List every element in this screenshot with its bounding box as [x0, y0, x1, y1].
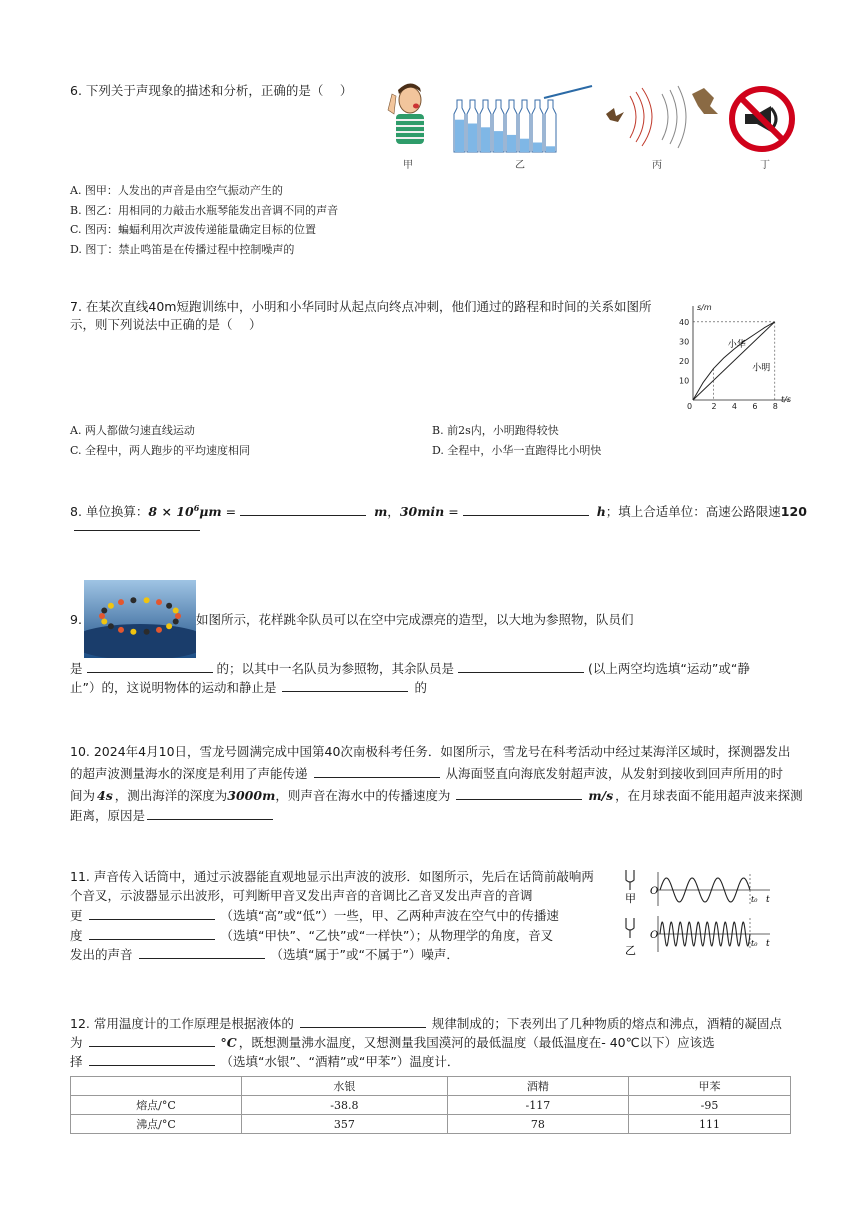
q12-blank-1[interactable]	[300, 1013, 426, 1028]
q10-l2a: 的超声波测量海水的深度是利用了声能传递	[70, 766, 308, 781]
q10-blank-3[interactable]	[147, 805, 273, 820]
table-header-row	[71, 1077, 791, 1096]
q8-blank-2[interactable]	[463, 501, 589, 516]
fig-label-yi: 乙	[625, 944, 636, 957]
table-row	[71, 1096, 791, 1115]
table-cell: 111	[628, 1115, 790, 1134]
q8-expr2: 30min	[399, 504, 445, 520]
q9-blank-3[interactable]	[282, 677, 408, 692]
skydiver-figure	[166, 603, 172, 609]
q9-l3a: 止”）的，这说明物体的运动和静止是	[70, 680, 277, 695]
q10-l3e: ，在月球表面不能用超声波来探测	[615, 788, 803, 803]
table-header-cell	[71, 1077, 242, 1096]
q8-expr1: 8 × 10	[148, 504, 194, 520]
q8-comma: ，	[387, 504, 400, 520]
q11-blank-2[interactable]	[89, 925, 215, 940]
q12-blank-2[interactable]	[89, 1032, 215, 1047]
table-header-cell: 酒精	[447, 1077, 628, 1096]
q10-l3c: ，则声音在海水中的传播速度为	[275, 788, 451, 803]
q9-line3	[70, 677, 427, 699]
q9-l2c: (以上两空均选填“运动”或“静	[588, 661, 750, 676]
q12-l2a: 为	[70, 1035, 83, 1050]
q12-l2b: ，既想测量沸水温度，又想测量我国漠河的最低温度（最低温度在- 40℃以下）应该选	[238, 1035, 715, 1050]
q9-line1: 如图所示，花样跳伞队员可以在空中完成漂亮的造型，以大地为参照物，队员们	[196, 612, 634, 627]
y-tick-label: 30	[679, 337, 690, 347]
q8-exp1: 6	[193, 503, 200, 513]
caption-jia: 甲	[403, 160, 413, 171]
distance-time-chart	[675, 296, 800, 414]
tuning-fork-jia-icon	[626, 870, 634, 890]
skydiver-figure	[118, 599, 124, 605]
q9-blank-1[interactable]	[87, 658, 213, 673]
x-tick-label: 4	[731, 402, 737, 411]
q9-num: 9.	[70, 612, 82, 627]
q8-eq1: =	[221, 504, 241, 520]
caption-ding: 丁	[760, 160, 770, 171]
q12-line3	[70, 1051, 459, 1073]
bottom-origin-label: O	[650, 930, 659, 941]
q8-unit2: m	[374, 504, 388, 520]
q7-option-b: B. 前2s内，小明跑得较快	[432, 424, 559, 437]
table-cell: 沸点/°C	[71, 1115, 242, 1134]
skydiver-figure	[175, 613, 181, 619]
top-t0-label: t₀	[751, 895, 758, 904]
q12-line1b: 规律制成的；下表列出了几种物质的熔点和沸点，酒精的凝固点	[431, 1016, 782, 1031]
skydiver-figure	[173, 608, 179, 614]
q11-line2: 个音叉，示波器显示出波形，可判断甲音叉发出声音的音调比乙音叉发出声音的音调	[70, 888, 533, 903]
skydiver-figure	[130, 597, 136, 603]
bottle-icon	[545, 100, 556, 152]
y-tick-label: 40	[679, 317, 690, 327]
q11-l3b: （选填“高”或“低”）一些，甲、乙两种声波在空气中的传播速	[220, 908, 559, 923]
q11-line5	[70, 944, 459, 966]
q10-line2	[70, 763, 783, 785]
bottom-t0-label: t₀	[751, 939, 758, 948]
x-tick-label: 6	[752, 402, 758, 411]
x-tick-label: 2	[711, 402, 717, 411]
q8-prefix: 8. 单位换算：	[70, 504, 149, 520]
q11-l3a: 更	[70, 908, 83, 923]
skydiver-figure	[144, 597, 150, 603]
table-header-cell: 甲苯	[628, 1077, 790, 1096]
q11-l4b: （选填“甲快”、“乙快”或“一样快”）；从物理学的角度，音叉	[220, 928, 554, 943]
q10-unit: m/s	[588, 788, 614, 803]
skydiver-figure	[130, 629, 136, 635]
oscilloscope-waveforms-figure	[620, 866, 780, 960]
bottle-water	[520, 139, 529, 152]
q8-blank-1[interactable]	[240, 501, 366, 516]
q7-option-a: A. 两人都做匀速直线运动	[70, 424, 195, 437]
q10-line1: 10. 2024年4月10日，雪龙号圆满完成中国第40次南极科考任务．如图所示，雪龙号在科考活动中经过某海洋区域时，探测器发出	[70, 744, 791, 759]
y-tick-label: 10	[679, 376, 690, 386]
q8-suffix: ；填上合适单位：高速公路限速	[605, 504, 781, 520]
q10-line3	[70, 785, 803, 807]
melting-boiling-table	[70, 1076, 791, 1134]
q8-unit1: μm	[199, 504, 222, 520]
q7-stem-line2: 示，则下列说法中正确的是（ ）	[70, 317, 262, 332]
q6-stem: 6. 下列关于声现象的描述和分析，正确的是（ ）	[70, 83, 353, 98]
q11-l5a: 发出的声音	[70, 947, 133, 962]
q12-l3a: 择	[70, 1054, 83, 1069]
bottle-water	[507, 135, 516, 152]
shouting-person-illustration	[382, 80, 438, 152]
q6-option-a: A. 图甲：人发出的声音是由空气振动产生的	[70, 184, 283, 197]
q11-line1: 11. 声音传入话筒中，通过示波器能直观地显示出声波的波形．如图所示，先后在话筒前敲响两	[70, 869, 594, 884]
y-tick-label: 20	[679, 356, 690, 366]
table-header-cell: 水银	[242, 1077, 448, 1096]
q11-line3	[70, 905, 559, 927]
table-cell: 熔点/°C	[71, 1096, 242, 1115]
bottle-water	[494, 131, 503, 152]
table-cell: 78	[447, 1115, 628, 1134]
table-cell: -95	[628, 1096, 790, 1115]
q7-stem-line1: 7. 在某次直线40m短跑训练中，小明和小华同时从起点向终点冲刺，他们通过的路程和时间的关系如图所	[70, 299, 652, 314]
bat-echolocation-illustration	[600, 84, 720, 150]
no-horn-sign-icon	[727, 84, 797, 154]
q10-depth: 3000m	[227, 788, 276, 803]
series-label: 小明	[752, 363, 771, 374]
skydiver-figure	[99, 613, 105, 619]
skydivers-photo	[84, 580, 196, 658]
bottle-water	[546, 146, 555, 152]
q7-option-c: C. 全程中，两人跑步的平均速度相同	[70, 444, 251, 457]
caption-yi: 乙	[515, 160, 525, 171]
caption-bing: 丙	[652, 160, 662, 171]
q9-l3b: 的	[414, 680, 427, 695]
q8-value: 120	[780, 504, 807, 520]
q9-l2a: 是	[70, 661, 83, 676]
q11-l4a: 度	[70, 928, 83, 943]
skydiver-figure	[156, 627, 162, 633]
q8-blank-3[interactable]	[74, 516, 200, 531]
series-label: 小华	[727, 340, 746, 351]
q10-blank-1[interactable]	[314, 763, 440, 778]
q7-option-d: D. 全程中，小华一直跑得比小明快	[432, 444, 602, 457]
x-tick-label: 0	[687, 402, 693, 411]
q10-line4	[70, 805, 273, 827]
bottle-water	[533, 143, 542, 153]
q10-blank-2[interactable]	[456, 785, 582, 800]
table-cell: -38.8	[242, 1096, 448, 1115]
x-tick-label: 8	[772, 402, 778, 411]
q10-l3a: 间为	[70, 788, 96, 803]
q6-option-c: C. 图丙：蝙蝠利用次声波传递能量确定目标的位置	[70, 223, 317, 236]
table-cell: 357	[242, 1115, 448, 1134]
q11-l5b: （选填“属于”或“不属于”）噪声．	[270, 947, 459, 962]
skydiver-figure	[156, 599, 162, 605]
table-cell: -117	[447, 1096, 628, 1115]
q12-line1a: 12. 常用温度计的工作原理是根据液体的	[70, 1016, 294, 1031]
q8-eq2: =	[444, 504, 463, 520]
tuning-fork-yi-icon	[626, 918, 634, 938]
q9-blank-2[interactable]	[458, 658, 584, 673]
skydiver-figure	[144, 629, 150, 635]
top-t-label: t	[766, 895, 770, 905]
fig-label-jia: 甲	[625, 892, 636, 905]
skydiver-figure	[173, 618, 179, 624]
q10-time: 4s	[97, 788, 113, 803]
bottle-water	[481, 127, 490, 152]
bottle-water	[455, 120, 464, 152]
table-row	[71, 1115, 791, 1134]
q6-option-d: D. 图丁：禁止鸣笛是在传播过程中控制噪声的	[70, 243, 295, 256]
q10-l4a: 距离，原因是	[70, 808, 146, 823]
q12-blank-3[interactable]	[89, 1051, 215, 1066]
skydiver-figure	[101, 618, 107, 624]
skydiver-figure	[118, 627, 124, 633]
skydiver-figure	[101, 608, 107, 614]
q12-unit: °C	[220, 1035, 237, 1050]
q9-l2b: 的；以其中一名队员为参照物，其余队员是	[216, 661, 455, 676]
q11-blank-3[interactable]	[139, 944, 265, 959]
water-bottles-illustration	[452, 84, 598, 154]
q10-l3b: ，测出海洋的深度为	[114, 788, 228, 803]
top-origin-label: O	[650, 886, 659, 897]
bottom-t-label: t	[766, 939, 770, 949]
bottle-water	[468, 124, 477, 153]
q12-l3b: （选填“水银”、“酒精”或“甲苯”）温度计．	[220, 1054, 460, 1069]
x-axis-label: t/s	[781, 395, 791, 404]
q6-option-b: B. 图乙：用相同的力敲击水瓶琴能发出音调不同的声音	[70, 204, 339, 217]
q11-blank-1[interactable]	[89, 905, 215, 920]
q8-unit3: h	[596, 504, 606, 520]
skydiver-figure	[166, 623, 172, 629]
q10-l2b: 从海面竖直向海底发射超声波，从发射到接收到回声所用的时	[445, 766, 784, 781]
skydiver-figure	[108, 623, 114, 629]
series-line-xiaoming	[693, 322, 775, 400]
skydiver-figure	[108, 603, 114, 609]
y-axis-label: s/m	[697, 303, 712, 312]
